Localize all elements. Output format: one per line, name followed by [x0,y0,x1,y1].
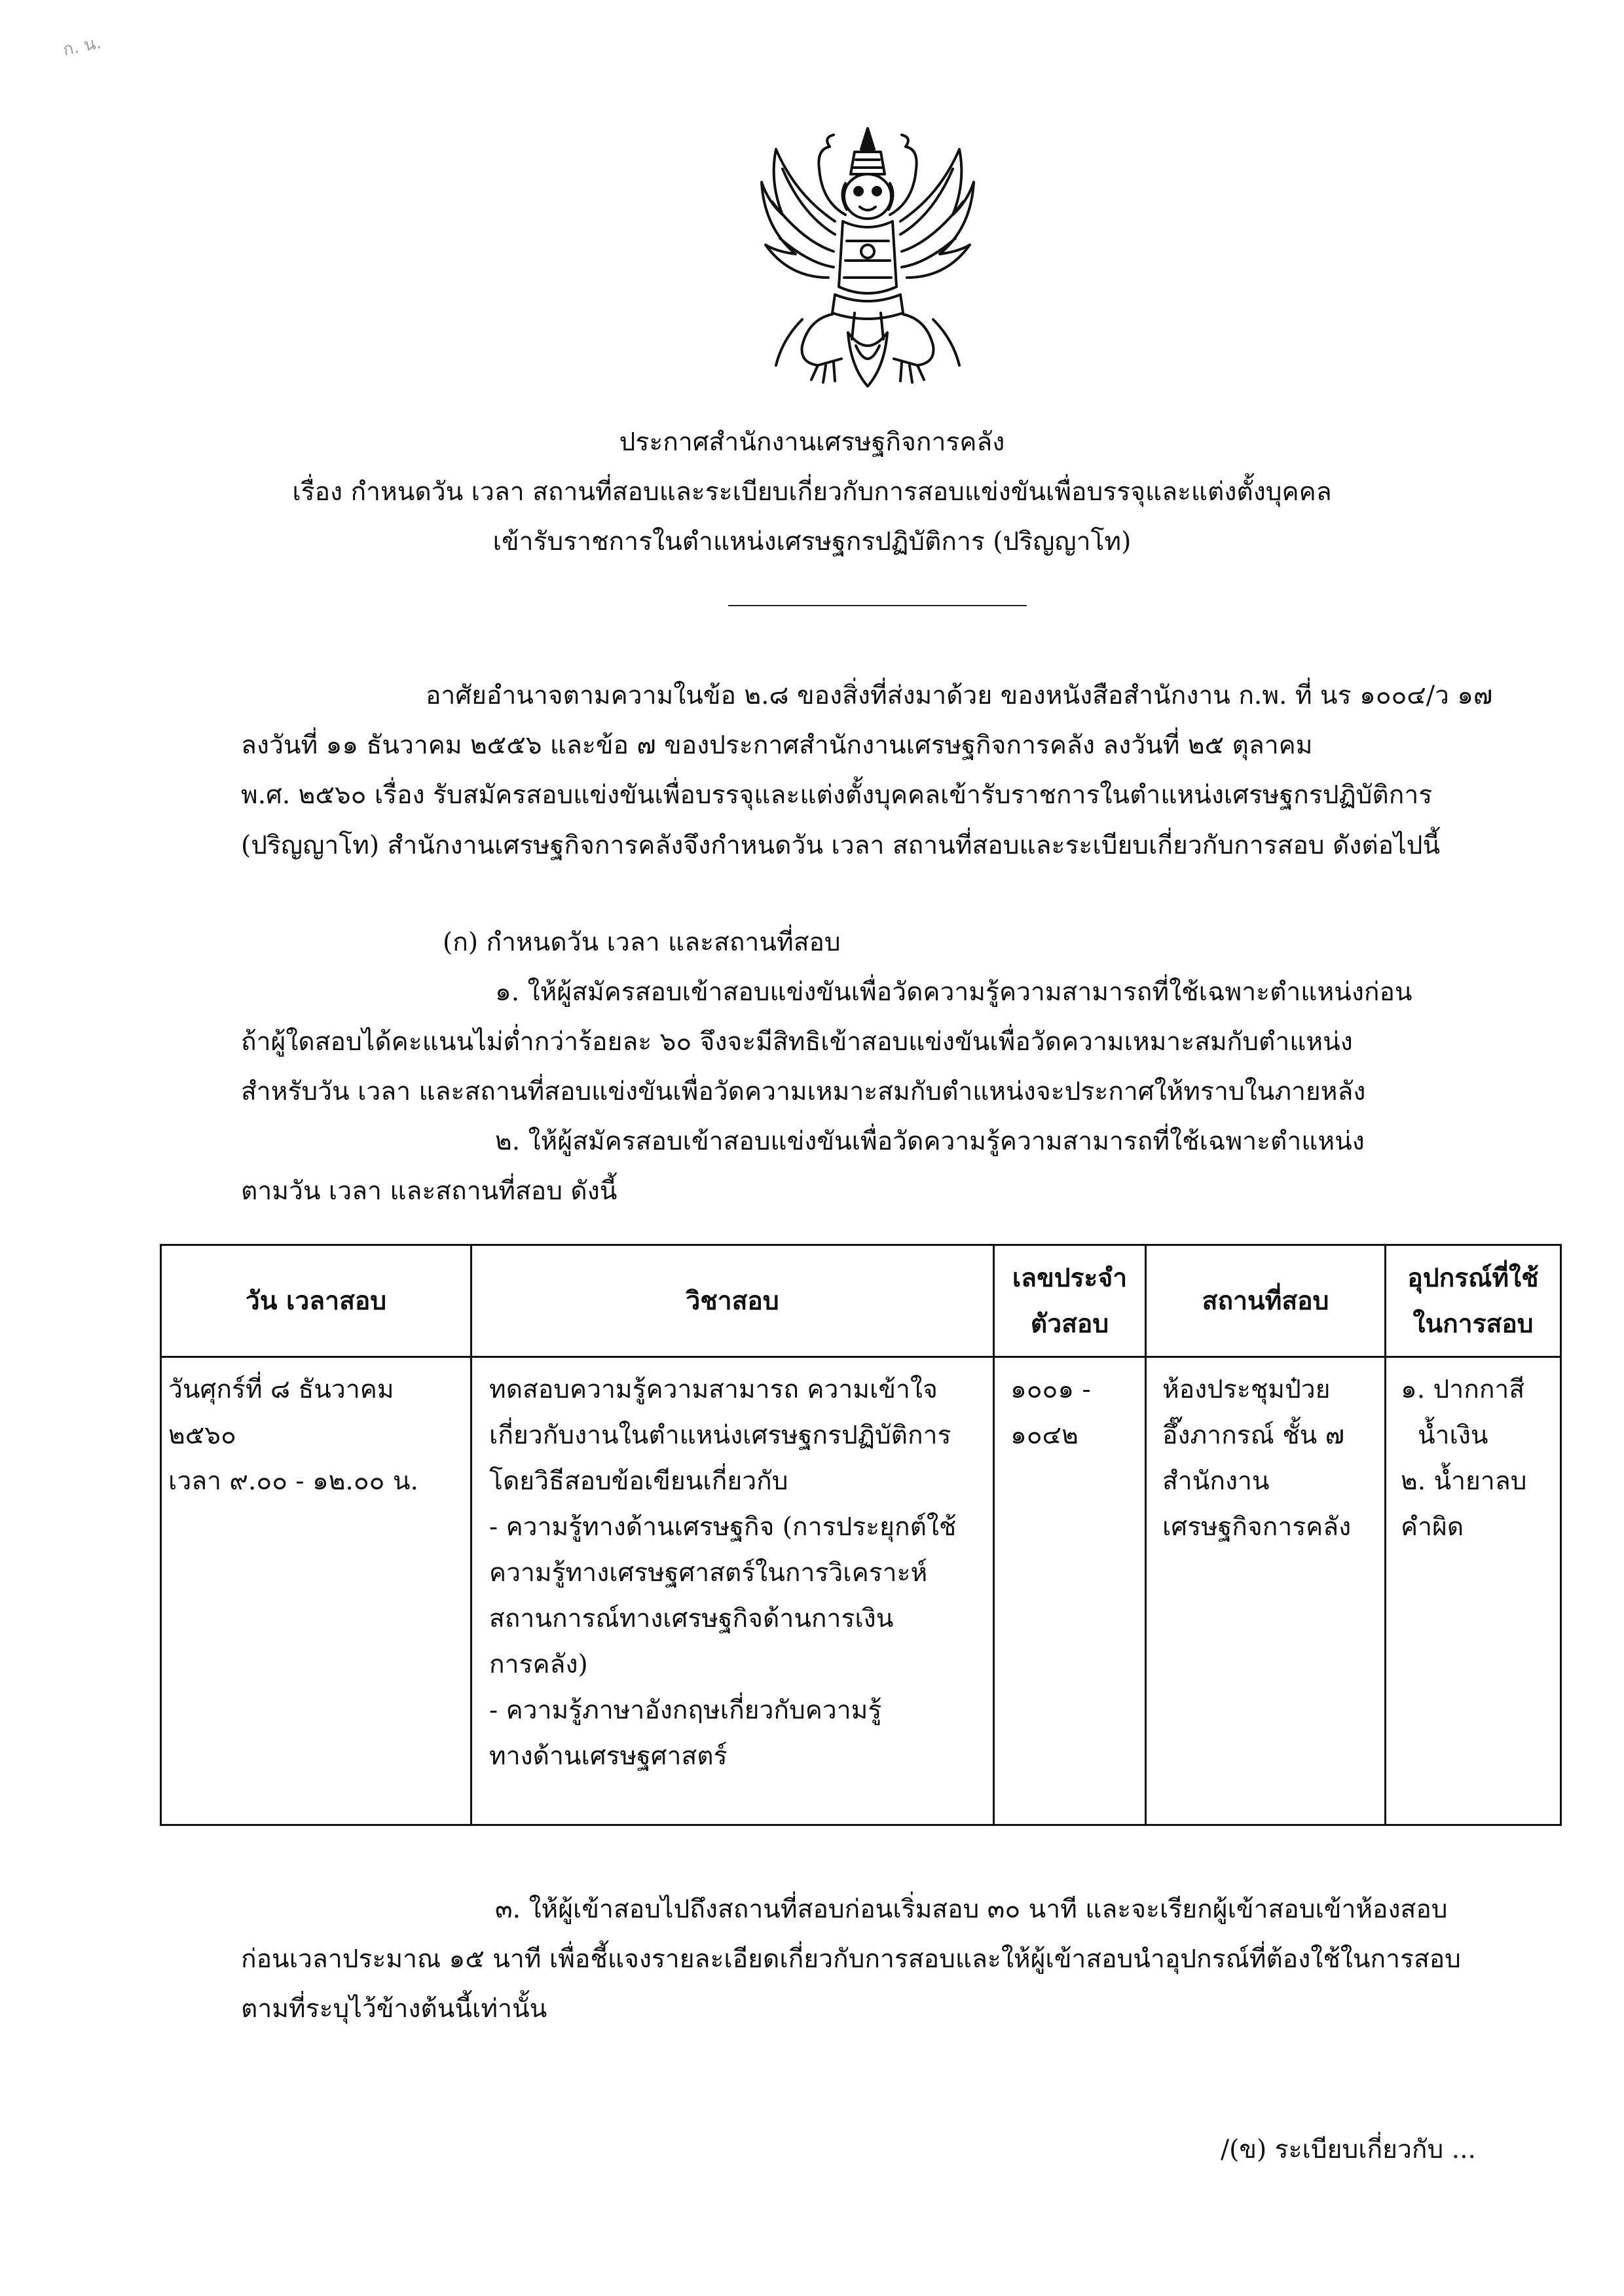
item-2-line-2: ตามวัน เวลา และสถานที่สอบ ดังนี้ [241,1176,618,1206]
heading-divider [728,605,1027,606]
seat-line: ๑๐๐๑ - [1010,1375,1091,1404]
subject-line: การคลัง) [489,1650,588,1679]
subject-line: โดยวิธีสอบข้อเขียนเกี่ยวกับ [489,1467,788,1496]
subject-line: - ความรู้ภาษาอังกฤษเกี่ยวกับความรู้ [489,1696,882,1725]
announcement-title: ประกาศสำนักงานเศรษฐกิจการคลัง [619,428,1005,457]
header-seat-line-2: ตัวสอบ [1030,1309,1109,1339]
item-2-line-1: ๒. ให้ผู้สมัครสอบเข้าสอบแข่งขันเพื่อวัดความรู้ความสามารถที่ใช้เฉพาะตำแหน่ง [495,1127,1365,1156]
equipment-line: คำผิด [1401,1512,1464,1542]
header-venue: สถานที่สอบ [1146,1245,1386,1357]
header-subject: วิชาสอบ [471,1245,994,1357]
venue-line: เศรษฐกิจการคลัง [1162,1512,1352,1542]
item-3-line-3: ตามที่ระบุไว้ข้างต้นนี้เท่านั้น [241,1994,547,2024]
header-seat-number [994,1245,1146,1357]
subject-line: ทดสอบความรู้ความสามารถ ความเข้าใจ [489,1375,938,1404]
intro-line-2: ลงวันที่ ๑๑ ธันวาคม ๒๕๕๖ และข้อ ๗ ของประกาศสำนักงานเศรษฐกิจการคลัง ลงวันที่ ๒๕ ตุลาคม [241,731,1313,760]
seat-line: ๑๐๔๒ [1010,1421,1079,1450]
item-1-line-1: ๑. ให้ผู้สมัครสอบเข้าสอบแข่งขันเพื่อวัดความรู้ความสามารถที่ใช้เฉพาะตำแหน่งก่อน [495,977,1412,1007]
header-seat-line-1: เลขประจำ [1012,1263,1128,1293]
datetime-line: ๒๕๖๐ [168,1421,236,1450]
datetime-line: เวลา ๙.๐๐ - ๑๒.๐๐ น. [168,1467,418,1496]
table-header-row [161,1245,1561,1357]
datetime-line: วันศุกร์ที่ ๘ ธันวาคม [168,1375,394,1404]
continuation-note: /(ข) ระเบียบเกี่ยวกับ ... [1221,2135,1476,2164]
cell-equipment [1386,1357,1561,1825]
subject-line: ความรู้ทางเศรษฐศาสตร์ในการวิเคราะห์ [489,1558,928,1588]
subject-line: เกี่ยวกับงานในตำแหน่งเศรษฐกรปฏิบัติการ [489,1421,951,1450]
venue-line: สำนักงาน [1162,1467,1270,1496]
subject-line: ทางด้านเศรษฐศาสตร์ [489,1741,728,1771]
header-equipment-line-1: อุปกรณ์ที่ใช้ [1407,1263,1539,1293]
announcement-subject-line-2: เข้ารับราชการในตำแหน่งเศรษฐกรปฏิบัติการ (ปริญญาโท) [492,527,1132,556]
venue-line: อึ๊งภากรณ์ ชั้น ๗ [1162,1421,1345,1450]
garuda-emblem-icon [756,123,979,395]
section-a-heading: (ก) กำหนดวัน เวลา และสถานที่สอบ [443,928,841,957]
table-row [161,1357,1561,1825]
venue-line: ห้องประชุมป๋วย [1162,1375,1331,1404]
equipment-line: ๒. น้ำยาลบ [1401,1467,1527,1496]
scan-mark: ก. น. [61,33,103,60]
item-1-line-3: สำหรับวัน เวลา และสถานที่สอบแข่งขันเพื่อวัดความเหมาะสมกับตำแหน่งจะประกาศให้ทราบในภายหลัง [241,1077,1366,1106]
item-3-line-1: ๓. ให้ผู้เข้าสอบไปถึงสถานที่สอบก่อนเริ่มสอบ ๓๐ นาที และจะเรียกผู้เข้าสอบเข้าห้องสอบ [495,1895,1448,1924]
exam-schedule-table [160,1244,1562,1826]
item-1-line-2: ถ้าผู้ใดสอบได้คะแนนไม่ต่ำกว่าร้อยละ ๖๐ จึงจะมีสิทธิเข้าสอบแข่งขันเพื่อวัดความเหมาะสมกับตำแหน่ง [241,1027,1353,1057]
subject-line: สถานการณ์ทางเศรษฐกิจด้านการเงิน [489,1604,894,1633]
equipment-line: น้ำเงิน [1418,1421,1488,1450]
intro-line-3: พ.ศ. ๒๕๖๐ เรื่อง รับสมัครสอบแข่งขันเพื่อบรรจุและแต่งตั้งบุคคลเข้ารับราชการในตำแหน่งเศรษฐกรปฏิบัติการ [241,780,1433,810]
header-equipment-line-2: ในการสอบ [1412,1309,1534,1339]
cell-venue [1146,1357,1386,1825]
header-datetime: วัน เวลาสอบ [161,1245,471,1357]
intro-line-1: อาศัยอำนาจตามความในข้อ ๒.๘ ของสิ่งที่ส่งมาด้วย ของหนังสือสำนักงาน ก.พ. ที่ นร ๑๐๐๔/ว ๑๗ [426,681,1493,710]
equipment-line: ๑. ปากกาสี [1401,1375,1525,1404]
cell-subject [471,1357,994,1825]
subject-line: - ความรู้ทางด้านเศรษฐกิจ (การประยุกต์ใช้ [489,1512,957,1542]
cell-datetime [161,1357,471,1825]
cell-seat-number [994,1357,1146,1825]
header-equipment [1386,1245,1561,1357]
announcement-subject-line-1: เรื่อง กำหนดวัน เวลา สถานที่สอบและระเบียบเกี่ยวกับการสอบแข่งขันเพื่อบรรจุและแต่งตั้งบุคคล [292,477,1332,507]
item-3-line-2: ก่อนเวลาประมาณ ๑๕ นาที เพื่อชี้แจงรายละเอียดเกี่ยวกับการสอบและให้ผู้เข้าสอบนำอุปกรณ์ที่ต้องใช้ในการสอบ [241,1944,1461,1974]
intro-line-4: (ปริญญาโท) สำนักงานเศรษฐกิจการคลังจึงกำหนดวัน เวลา สถานที่สอบและระเบียบเกี่ยวกับการสอบ ดังต่อไปนี้ [241,831,1441,860]
